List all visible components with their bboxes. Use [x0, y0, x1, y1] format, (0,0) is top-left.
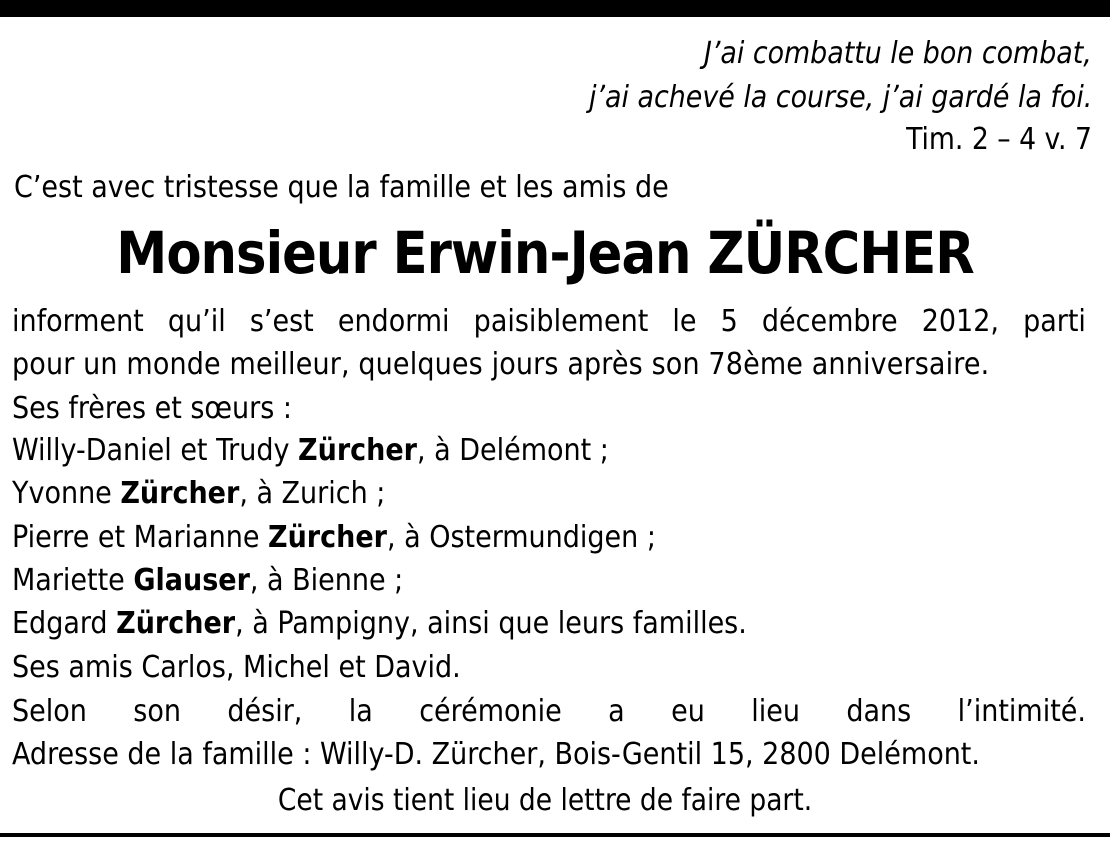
verse-line-1: J’ai combattu le bon combat, [704, 36, 1092, 71]
ceremony-word: eu [671, 694, 705, 729]
ceremony-word: la [348, 694, 373, 729]
ceremony-word: lieu [751, 694, 800, 729]
relative-location: , à Ostermundigen ; [386, 520, 656, 555]
ceremony-word: son [133, 694, 181, 729]
ceremony-line [12, 694, 1086, 730]
top-rule [0, 0, 1110, 17]
relative-first-names: Willy-Daniel et Trudy [12, 433, 299, 468]
relative-location: , à Delémont ; [416, 433, 609, 468]
relative-location: , à Zurich ; [239, 476, 386, 511]
relative-surname: Zürcher [298, 433, 417, 468]
announcement-text-1: informent qu’il s’est endormi paisiblement le 5 décembre 2012, parti [12, 304, 1086, 339]
siblings-heading: Ses frères et sœurs : [12, 391, 292, 426]
verse-line-2: j’ai achevé la course, j’ai gardé la foi. [588, 80, 1092, 115]
ceremony-word: cérémonie [419, 694, 562, 729]
ceremony-word: désir, [227, 694, 303, 729]
verse-reference: Tim. 2 – 4 v. 7 [906, 122, 1092, 157]
relative-first-names: Pierre et Marianne [12, 520, 269, 555]
relative-line [12, 433, 609, 469]
relative-surname: Zürcher [116, 606, 236, 641]
ceremony-word: a [608, 694, 625, 729]
relative-location: , à Bienne ; [249, 563, 404, 598]
deceased-name: Monsieur Erwin-Jean ZÜRCHER [116, 219, 974, 287]
relative-first-names: Edgard [12, 606, 117, 641]
relative-line [12, 520, 656, 556]
announcement-line-2: pour un monde meilleur, quelques jours après son 78ème anniversaire. [12, 347, 990, 382]
friends-line: Ses amis Carlos, Michel et David. [12, 650, 461, 685]
relative-first-names: Mariette [12, 563, 134, 598]
relative-line [12, 476, 385, 512]
closing-text: Cet avis tient lieu de lettre de faire part. [277, 783, 813, 818]
relative-line [12, 606, 747, 642]
relative-location: , à Pampigny, ainsi que leurs familles. [235, 606, 747, 641]
intro-text: C’est avec tristesse que la famille et les amis de [14, 170, 669, 205]
relative-surname: Zürcher [120, 476, 240, 511]
relative-surname: Glauser [133, 563, 250, 598]
family-address: Adresse de la famille : Willy-D. Zürcher, Bois-Gentil 15, 2800 Delémont. [12, 737, 980, 772]
relative-surname: Zürcher [268, 520, 387, 555]
relative-line [12, 563, 403, 599]
bottom-rule [0, 833, 1110, 837]
ceremony-word: dans [846, 694, 912, 729]
ceremony-word: l’intimité. [957, 694, 1086, 729]
ceremony-word: Selon [12, 694, 87, 729]
relative-first-names: Yvonne [12, 476, 121, 511]
announcement-line-1 [12, 304, 1086, 340]
